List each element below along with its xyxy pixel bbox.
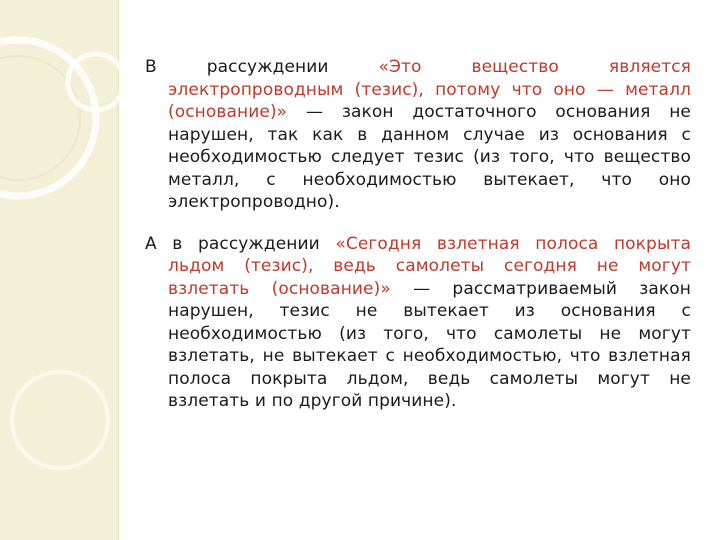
decorative-side-panel xyxy=(0,0,119,540)
paragraph-1-rest: — закон достаточного основания не нарушен, так как в данном случае из основания с необходимостью следует тезис (из того, что вещество металл, с необходимостью вытекает, что оно электропроводно). xyxy=(168,102,691,212)
paragraph-sufficient-reason-violated xyxy=(145,233,691,413)
paragraph-sufficient-reason-kept xyxy=(145,56,691,214)
paragraph-2-rest: — рассматриваемый закон нарушен, тезис не вытекает из основания с необходимостью (из того, что самолеты не могут взлетать, не вытекает с необходимостью, что взлетная полоса покрыта льдом, ведь самолеты могут не взлетать и по другой причине). xyxy=(168,278,691,411)
paragraph-2-quote: «Сегодня взлетная полоса покрыта льдом (тезис), ведь самолеты сегодня не могут взлетать (основание)» xyxy=(168,233,691,299)
slide-body-text xyxy=(145,56,691,413)
paragraph-1-quote: «Это вещество является электропроводным (тезис), потому что оно — металл (основание)» xyxy=(168,57,691,122)
paragraph-2-lead: А в рассуждении xyxy=(145,233,320,254)
paragraph-1-lead: В рассуждении xyxy=(145,57,329,77)
